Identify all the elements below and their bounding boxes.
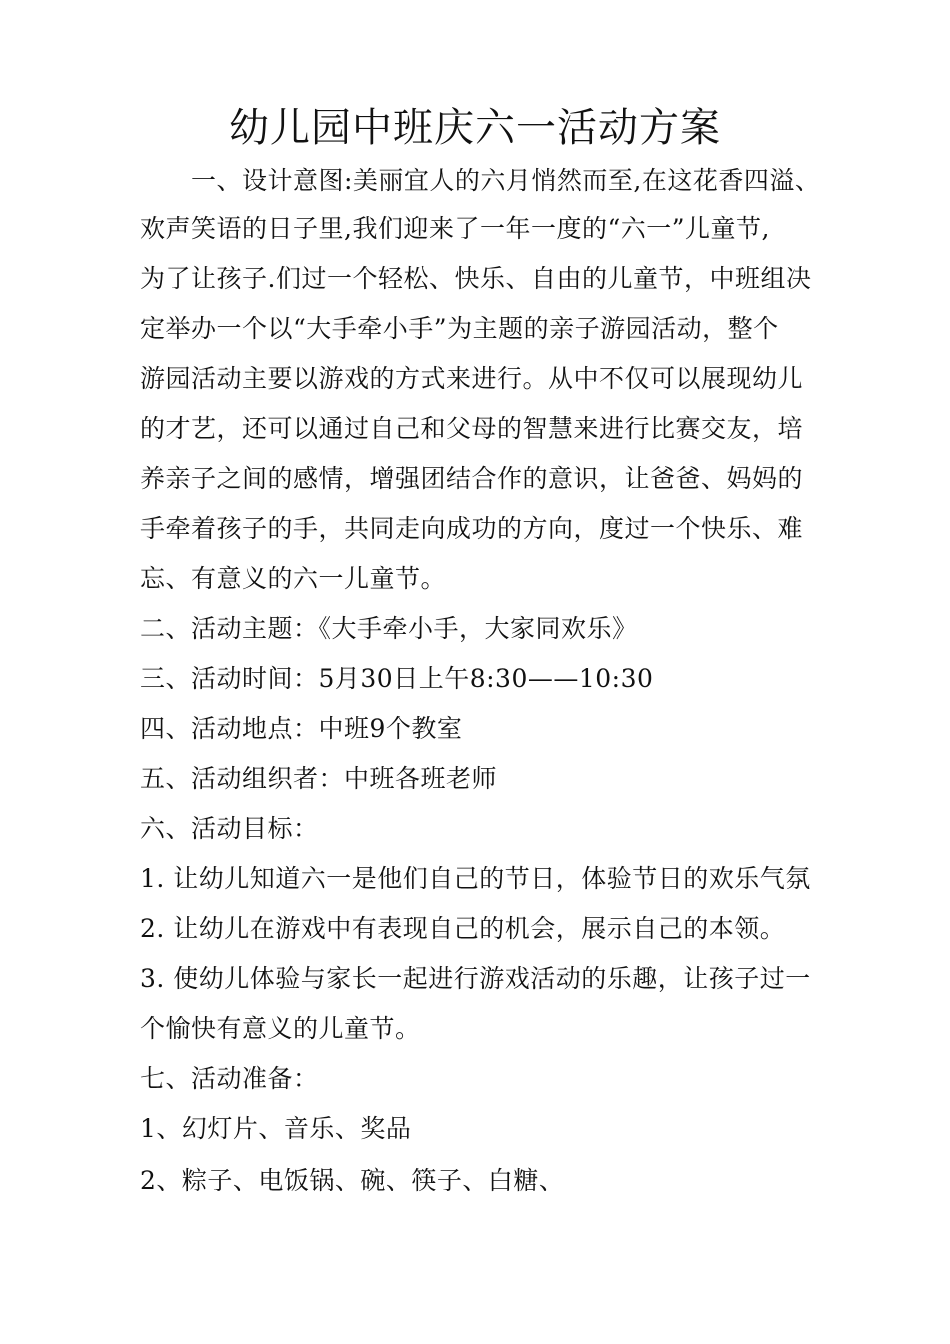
paragraph-line: 欢声笑语的日子里,我们迎来了一年一度的“六一”儿童节, [140, 214, 770, 243]
paragraph-line: 养亲子之间的感情，增强团结合作的意识，让爸爸、妈妈的 [140, 464, 804, 493]
paragraph-line: 一、设计意图:美丽宜人的六月悄然而至,在这花香四溢、 [140, 166, 821, 195]
goal-item-continuation: 个愉快有意义的儿童节。 [140, 1014, 421, 1043]
paragraph-line: 手牵着孩子的手，共同走向成功的方向，度过一个快乐、难 [140, 514, 804, 543]
preparation-item: 2、粽子、电饭锅、碗、筷子、白糖、 [140, 1166, 565, 1195]
document-title: 幼儿园中班庆六一活动方案 [229, 105, 721, 151]
paragraph-line: 忘、有意义的六一儿童节。 [140, 564, 447, 593]
paragraph-line: 定举办一个以“大手牵小手”为主题的亲子游园活动，整个 [140, 314, 779, 343]
section-organizer: 五、活动组织者：中班各班老师 [140, 764, 498, 793]
paragraph-line: 游园活动主要以游戏的方式来进行。从中不仅可以展现幼儿 [140, 364, 804, 393]
goal-item: 2. 让幼儿在游戏中有表现自己的机会，展示自己的本领。 [140, 914, 786, 943]
paragraph-line: 的才艺，还可以通过自己和父母的智慧来进行比赛交友，培 [140, 414, 804, 443]
section-theme: 二、活动主题：《大手牵小手，大家同欢乐》 [140, 614, 638, 643]
section-location: 四、活动地点：中班9个教室 [140, 714, 463, 743]
preparation-item: 1、幻灯片、音乐、奖品 [140, 1114, 412, 1143]
paragraph-line: 为了让孩子.们过一个轻松、快乐、自由的儿童节，中班组决 [140, 264, 812, 293]
section-time: 三、活动时间：5月30日上午8:30——10:30 [140, 664, 654, 693]
goal-item: 1. 让幼儿知道六一是他们自己的节日，体验节日的欢乐气氛 [140, 864, 811, 893]
section-preparation-heading: 七、活动准备： [140, 1064, 319, 1093]
section-goals-heading: 六、活动目标： [140, 814, 319, 843]
goal-item: 3. 使幼儿体验与家长一起进行游戏活动的乐趣，让孩子过一 [140, 964, 811, 993]
